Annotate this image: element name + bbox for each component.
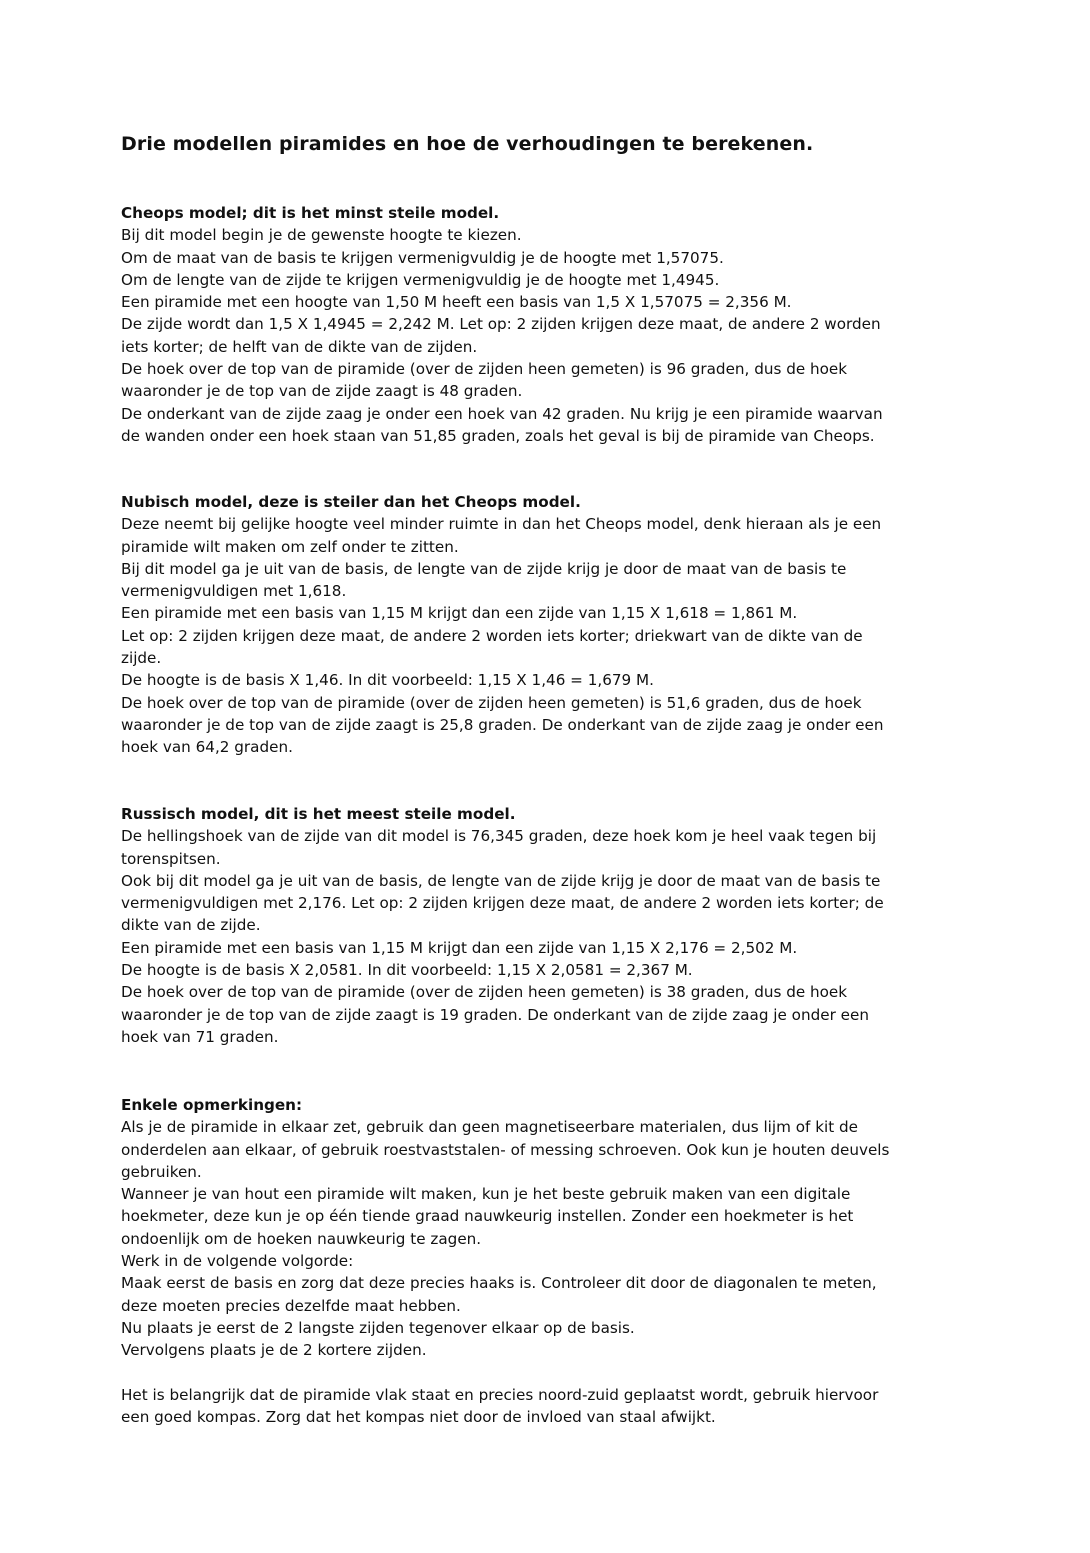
paragraph-line: gebruiken. [121, 1162, 202, 1181]
paragraph-line: Maak eerst de basis en zorg dat deze precies haaks is. Controleer dit door de diagonalen te meten, [121, 1274, 877, 1293]
paragraph-line: Bij dit model begin je de gewenste hoogte te kiezen. [121, 226, 522, 245]
paragraph-line: Deze neemt bij gelijke hoogte veel minder ruimte in dan het Cheops model, denk hieraan als je een [121, 515, 882, 534]
paragraph-line: Werk in de volgende volgorde: [121, 1252, 354, 1271]
paragraph-line: waaronder je de top van de zijde zaagt is 19 graden. De onderkant van de zijde zaag je onder een [121, 1005, 869, 1024]
paragraph-line: zijde. [121, 649, 162, 668]
paragraph-line: iets korter; de helft van de dikte van de zijden. [121, 337, 478, 356]
section-opmerkingen [121, 1094, 981, 1428]
paragraph-line: Een piramide met een hoogte van 1,50 M heeft een basis van 1,5 X 1,57075 = 2,356 M. [121, 293, 792, 312]
paragraph-line: waaronder je de top van de zijde zaagt is 48 graden. [121, 382, 523, 401]
section-cheops [121, 202, 981, 447]
paragraph-line: Nu plaats je eerst de 2 langste zijden tegenover elkaar op de basis. [121, 1318, 635, 1337]
paragraph-line: De hoek over de top van de piramide (over de zijden heen gemeten) is 38 graden, dus de hoek [121, 983, 848, 1002]
closing-line: een goed kompas. Zorg dat het kompas niet door de invloed van staal afwijkt. [121, 1408, 716, 1427]
paragraph-line: De hoek over de top van de piramide (over de zijden heen gemeten) is 96 graden, dus de hoek [121, 360, 848, 379]
paragraph-line: deze moeten precies dezelfde maat hebben. [121, 1296, 461, 1315]
paragraph-line: hoek van 71 graden. [121, 1027, 279, 1046]
section-nubisch [121, 491, 981, 759]
paragraph-line: Om de maat van de basis te krijgen vermenigvuldig je de hoogte met 1,57075. [121, 248, 724, 267]
paragraph-line: vermenigvuldigen met 2,176. Let op: 2 zijden krijgen deze maat, de andere 2 worden iets korter; de [121, 894, 884, 913]
paragraph-line: De hoek over de top van de piramide (over de zijden heen gemeten) is 51,6 graden, dus de hoek [121, 693, 862, 712]
paragraph-line: Om de lengte van de zijde te krijgen vermenigvuldig je de hoogte met 1,4945. [121, 270, 720, 289]
paragraph-line: ondoenlijk om de hoeken nauwkeurig te zagen. [121, 1229, 482, 1248]
paragraph-line: Ook bij dit model ga je uit van de basis, de lengte van de zijde krijg je door de maat van de basis te [121, 871, 881, 890]
paragraph-line: De hellingshoek van de zijde van dit model is 76,345 graden, deze hoek kom je heel vaak tegen bij [121, 827, 877, 846]
paragraph-line: hoekmeter, deze kun je op één tiende graad nauwkeurig instellen. Zonder een hoekmeter is het [121, 1207, 854, 1226]
section-russisch [121, 803, 981, 1048]
section-heading-nubisch: Nubisch model, deze is steiler dan het Cheops model. [121, 493, 581, 511]
paragraph-line: De onderkant van de zijde zaag je onder een hoek van 42 graden. Nu krijg je een piramide waarvan [121, 404, 883, 423]
paragraph-line: dikte van de zijde. [121, 916, 261, 935]
section-heading-russisch: Russisch model, dit is het meest steile model. [121, 805, 516, 823]
closing-line: Het is belangrijk dat de piramide vlak staat en precies noord-zuid geplaatst wordt, gebruik hiervoor [121, 1385, 879, 1404]
paragraph-line: Een piramide met een basis van 1,15 M krijgt dan een zijde van 1,15 X 1,618 = 1,861 M. [121, 604, 798, 623]
section-heading-opmerkingen: Enkele opmerkingen: [121, 1096, 303, 1114]
page-title: Drie modellen piramides en hoe de verhoudingen te berekenen. [121, 133, 814, 155]
paragraph-line: Een piramide met een basis van 1,15 M krijgt dan een zijde van 1,15 X 2,176 = 2,502 M. [121, 938, 798, 957]
paragraph-line: Bij dit model ga je uit van de basis, de lengte van de zijde krijg je door de maat van de basis te [121, 559, 847, 578]
paragraph-line: De zijde wordt dan 1,5 X 1,4945 = 2,242 M. Let op: 2 zijden krijgen deze maat, de andere 2 worden [121, 315, 881, 334]
paragraph-line: hoek van 64,2 graden. [121, 738, 293, 757]
paragraph-line: de wanden onder een hoek staan van 51,85 graden, zoals het geval is bij de piramide van Cheops. [121, 426, 875, 445]
paragraph-line: De hoogte is de basis X 1,46. In dit voorbeeld: 1,15 X 1,46 = 1,679 M. [121, 671, 654, 690]
paragraph-line: Als je de piramide in elkaar zet, gebruik dan geen magnetiseerbare materialen, dus lijm of kit de [121, 1118, 858, 1137]
paragraph-line: Vervolgens plaats je de 2 kortere zijden. [121, 1341, 427, 1360]
paragraph-line: waaronder je de top van de zijde zaagt is 25,8 graden. De onderkant van de zijde zaag je onder een [121, 715, 884, 734]
paragraph-line: torenspitsen. [121, 849, 221, 868]
paragraph-gap [121, 1362, 981, 1384]
paragraph-line: Let op: 2 zijden krijgen deze maat, de andere 2 worden iets korter; driekwart van de dikte van de [121, 626, 863, 645]
paragraph-line: vermenigvuldigen met 1,618. [121, 582, 347, 601]
section-heading-cheops: Cheops model; dit is het minst steile model. [121, 204, 500, 222]
paragraph-line: onderdelen aan elkaar, of gebruik roestvaststalen- of messing schroeven. Ook kun je houten deuvels [121, 1140, 890, 1159]
paragraph-line: Wanneer je van hout een piramide wilt maken, kun je het beste gebruik maken van een digitale [121, 1185, 851, 1204]
paragraph-line: piramide wilt maken om zelf onder te zitten. [121, 537, 459, 556]
paragraph-line: De hoogte is de basis X 2,0581. In dit voorbeeld: 1,15 X 2,0581 = 2,367 M. [121, 961, 693, 980]
